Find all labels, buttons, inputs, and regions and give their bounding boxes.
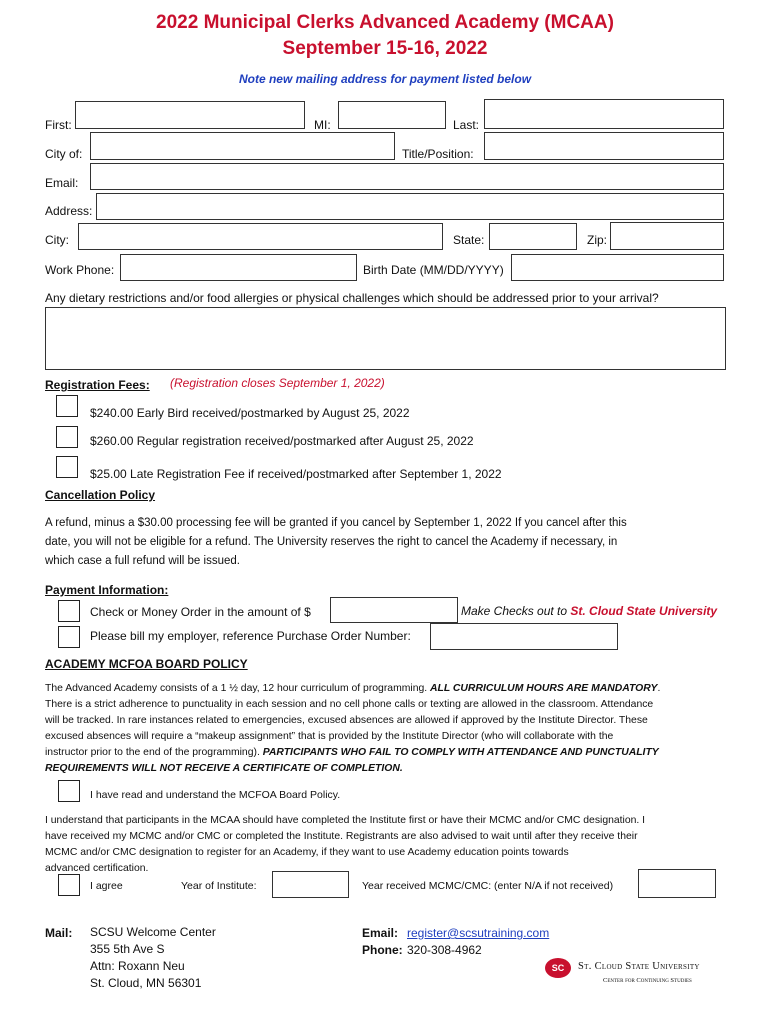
understanding-line: advanced certification. [45, 863, 149, 874]
city-of-input[interactable] [90, 132, 395, 160]
cancellation-text [45, 514, 735, 571]
make-checks-note [461, 604, 717, 618]
state-input[interactable] [489, 223, 577, 250]
late-fee-checkbox[interactable] [56, 456, 78, 478]
email-input[interactable] [90, 163, 724, 190]
address-line: St. Cloud, MN 56301 [90, 976, 202, 990]
make-checks-text: Make Checks out to [461, 604, 571, 618]
check-money-order-label: Check or Money Order in the amount of $ [90, 605, 311, 619]
policy-mandatory: ALL CURRICULUM HOURS ARE MANDATORY [430, 683, 658, 694]
city-input[interactable] [78, 223, 443, 250]
bill-employer-checkbox[interactable] [58, 626, 80, 648]
payment-amount-input[interactable] [330, 597, 458, 623]
policy-warning: PARTICIPANTS WHO FAIL TO COMPLY WITH ATTENDANCE AND PUNCTUALITY [262, 747, 659, 758]
work-phone-input[interactable] [120, 254, 357, 281]
purchase-order-input[interactable] [430, 623, 618, 650]
registration-closes-note: (Registration closes September 1, 2022) [170, 376, 385, 390]
check-money-order-checkbox[interactable] [58, 600, 80, 622]
registration-fees-heading: Registration Fees: [45, 378, 150, 392]
state-label: State: [453, 233, 485, 247]
birth-date-label: Birth Date (MM/DD/YYYY) [363, 263, 504, 277]
mi-label: MI: [314, 118, 331, 132]
cancellation-line: A refund, minus a $30.00 processing fee will be granted if you cancel by September 1, 2022 If you cancel after this [45, 517, 627, 529]
dietary-question: Any dietary restrictions and/or food allergies or physical challenges which should be addressed prior to your arrival? [45, 291, 659, 305]
understanding-line: MCMC and/or CMC designation to register for an Academy, if they want to use Academy education points towards [45, 847, 569, 858]
dietary-textarea[interactable] [45, 307, 726, 370]
understanding-line: I understand that participants in the MCAA should have completed the Institute first or have their MCMC and/or CMC designation. I [45, 815, 646, 826]
birth-date-input[interactable] [511, 254, 724, 281]
title-position-input[interactable] [484, 132, 724, 160]
policy-text: will be tracked. In rare instances related to emergencies, excused absences are allowed if approved by the Institute Director. These [45, 715, 648, 726]
cancellation-line: date, you will not be eligible for a refund. The University reserves the right to cancel the Academy if necessary, in [45, 536, 618, 548]
policy-text: instructor prior to the end of the programming). [45, 747, 263, 758]
first-label: First: [45, 118, 72, 132]
city-of-label: City of: [45, 147, 83, 161]
regular-registration-option: $260.00 Regular registration received/postmarked after August 25, 2022 [90, 434, 474, 448]
scsu-logo-subtitle: Center for Continuing Studies [603, 977, 692, 984]
address-line: Attn: Roxann Neu [90, 959, 185, 973]
year-of-institute-input[interactable] [272, 871, 349, 898]
phone-number: 320-308-4962 [407, 943, 482, 957]
policy-text: The Advanced Academy consists of a 1 ½ day, 12 hour curriculum of programming. [45, 683, 431, 694]
cancellation-heading: Cancellation Policy [45, 488, 156, 502]
email-contact-label: Email: [362, 926, 399, 940]
mail-label: Mail: [45, 926, 73, 940]
board-policy-ack-label: I have read and understand the MCFOA Board Policy. [90, 789, 341, 801]
title-position-label: Title/Position: [402, 147, 474, 161]
policy-warning: REQUIREMENTS WILL NOT RECEIVE A CERTIFICATE OF COMPLETION. [45, 763, 403, 774]
email-label: Email: [45, 176, 79, 190]
scsu-logo-mark: SC [545, 958, 571, 978]
agree-label: I agree [90, 880, 123, 892]
payment-heading: Payment Information: [45, 583, 169, 597]
city-label: City: [45, 233, 69, 247]
bill-employer-label: Please bill my employer, reference Purchase Order Number: [90, 629, 411, 643]
cancellation-line: which case a full refund will be issued. [45, 555, 240, 567]
first-name-input[interactable] [75, 101, 305, 129]
email-link[interactable]: register@scsutraining.com [407, 926, 550, 940]
address-line: 355 5th Ave S [90, 942, 165, 956]
last-name-input[interactable] [484, 99, 724, 129]
policy-text: . [657, 683, 661, 694]
board-policy-ack-checkbox[interactable] [58, 780, 80, 802]
address-line: SCSU Welcome Center [90, 925, 216, 939]
page-title: 2022 Municipal Clerks Advanced Academy (MCAA) [156, 12, 614, 33]
mailing-note: Note new mailing address for payment listed below [238, 72, 532, 86]
board-policy-heading: ACADEMY MCFOA BOARD POLICY [45, 657, 248, 671]
agree-checkbox[interactable] [58, 874, 80, 896]
address-label: Address: [45, 204, 93, 218]
board-policy-text [45, 681, 735, 777]
address-input[interactable] [96, 193, 724, 220]
year-received-label: Year received MCMC/CMC: (enter N/A if not received) [362, 880, 614, 892]
zip-input[interactable] [610, 222, 724, 250]
early-bird-option: $240.00 Early Bird received/postmarked by August 25, 2022 [90, 406, 410, 420]
policy-text: There is a strict adherence to punctuality in each session and no cell phone calls or texting are allowed in the classroom. Attendance [45, 699, 654, 710]
early-bird-checkbox[interactable] [56, 395, 78, 417]
late-fee-option: $25.00 Late Registration Fee if received/postmarked after September 1, 2022 [90, 467, 502, 481]
understanding-line: have received my MCMC and/or CMC or completed the Institute. Registrants are also advised to wait until after they receive their [45, 831, 638, 842]
year-of-institute-label: Year of Institute: [181, 880, 257, 892]
last-label: Last: [453, 118, 480, 132]
payee-name: St. Cloud State University [570, 604, 718, 618]
page-subtitle-date: September 15-16, 2022 [282, 38, 488, 59]
year-received-input[interactable] [638, 869, 716, 898]
mailing-address [90, 924, 216, 992]
middle-initial-input[interactable] [338, 101, 446, 129]
phone-label: Phone: [362, 943, 403, 957]
policy-text: excused absences will require a “makeup assignment” that is provided by the Institute Director (who will collaborate with the [45, 731, 614, 742]
understanding-text [45, 813, 735, 877]
regular-registration-checkbox[interactable] [56, 426, 78, 448]
work-phone-label: Work Phone: [45, 263, 115, 277]
zip-label: Zip: [587, 233, 608, 247]
scsu-logo-name: St. Cloud State University [578, 961, 700, 972]
